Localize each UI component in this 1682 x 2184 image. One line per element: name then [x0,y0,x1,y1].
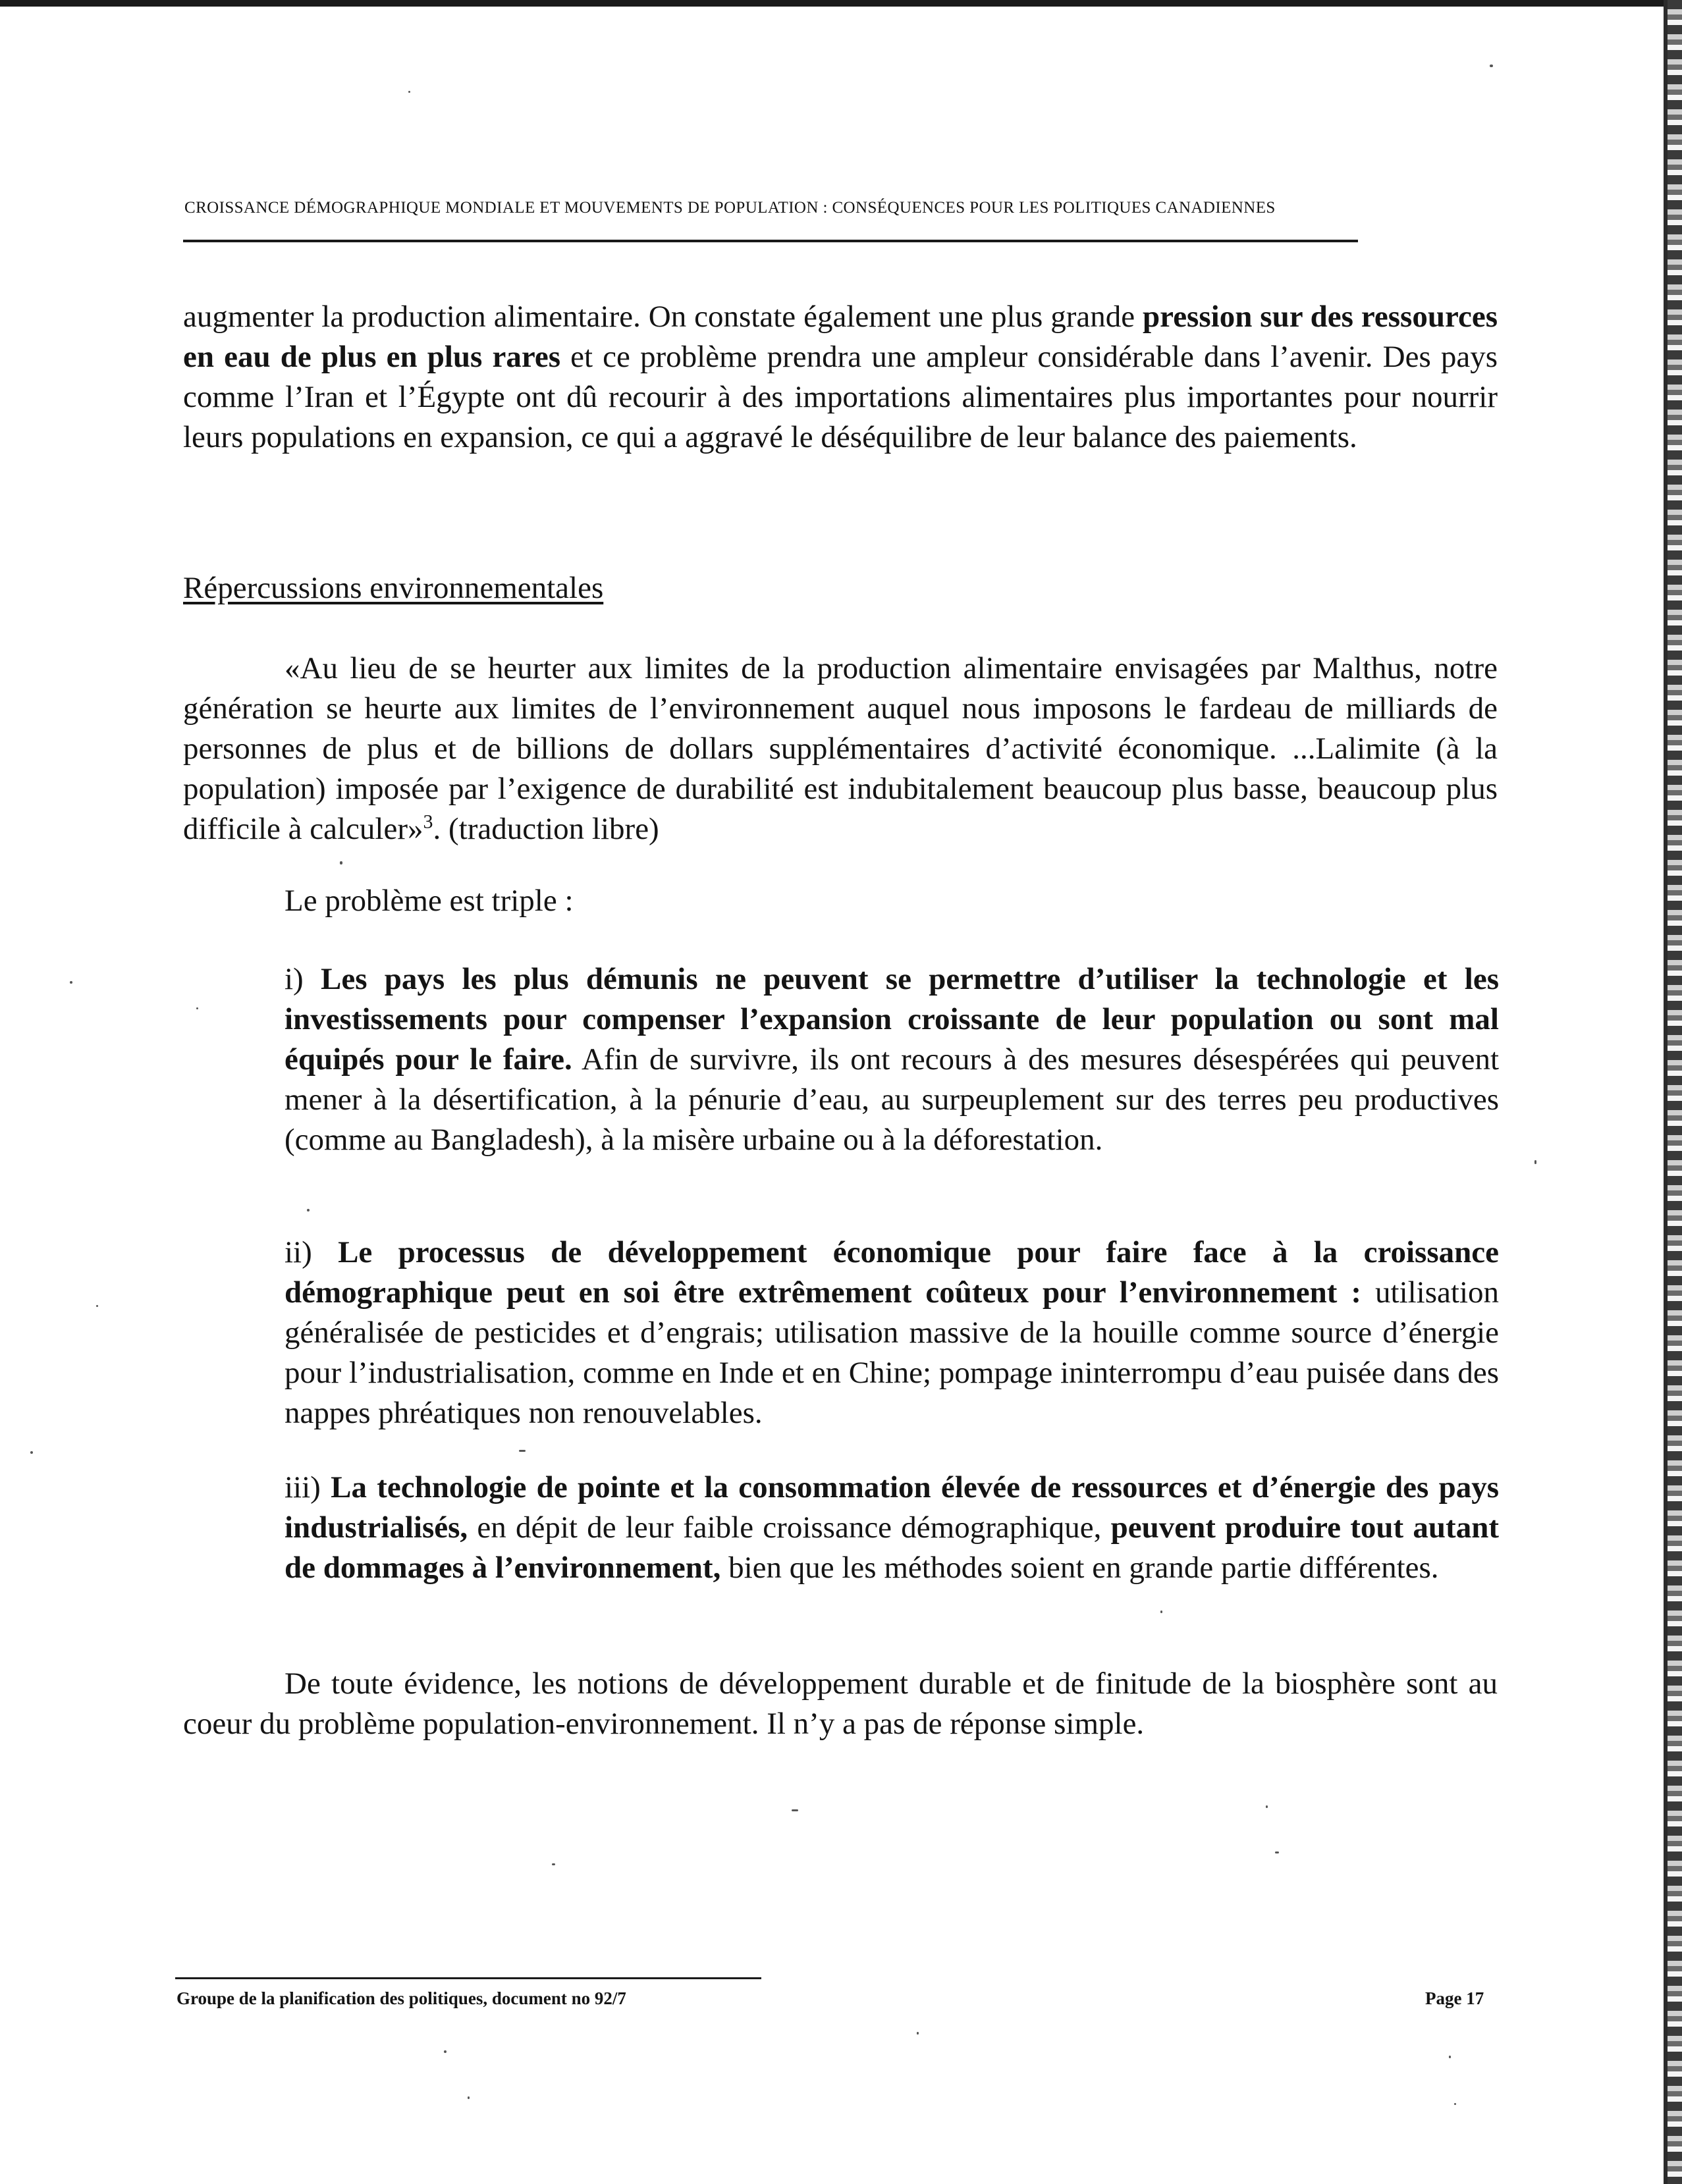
scan-speck [340,861,342,865]
point-iii-text-2: bien que les méthodes soient en grande partie différentes. [720,1551,1439,1585]
scan-speck [1454,2103,1456,2105]
scan-speck [70,981,72,984]
point-iii-bold-2: peuvent produire tout autant de dommages à l’environnement, [285,1510,1499,1585]
scan-right-edge [1668,0,1682,2184]
footnote-marker: 3 [423,811,433,833]
running-header: CROISSANCE DÉMOGRAPHIQUE MONDIALE ET MOUVEMENTS DE POPULATION : CONSÉQUENCES POUR LES POLITIQUES CANADIENNES [184,199,1276,217]
scan-speck [307,1209,310,1212]
footer-document-reference: Groupe de la planification des politiques, document no 92/7 [176,1988,626,2008]
point-ii-label: ii) [285,1235,339,1269]
section-heading: Répercussions environnementales [183,571,604,605]
point-ii [285,1233,1499,1433]
point-i-text: Afin de survivre, ils ont recours à des mesures désespérées qui peuvent mener à la désertification, à la pénurie d’eau, au surpeuplement sur des terres peu productives (comme au Bangladesh), à la misère urbaine ou à la déforestation. [285,1042,1500,1157]
point-iii-text-1: en dépit de leur faible croissance démographique, [468,1510,1111,1545]
scan-speck [1490,65,1493,67]
point-ii-text: utilisation généralisée de pesticides et d’engrais; utilisation massive de la houille comme source d’énergie pour l’industrialisation, comme en Inde et en Chine; pompage ininterrompu d’eau puisée dans des nappes phréatiques non renouvelables. [285,1275,1500,1430]
scan-speck [444,2050,447,2053]
scan-speck [96,1305,98,1307]
point-iii [285,1468,1499,1588]
scan-speck [30,1451,33,1454]
scan-speck [1266,1805,1268,1808]
scan-top-edge [0,0,1682,7]
conclusion-paragraph: De toute évidence, les notions de développement durable et de finitude de la biosphère sont au coeur du problème population-environnement. Il n’y a pas de réponse simple. [183,1666,1498,1741]
quote-after: . (traduction libre) [433,812,659,846]
point-iii-bold-1: La technologie de pointe et la consommation élevée de ressources et d’énergie des pays industrialisés, [285,1470,1500,1545]
point-i [285,959,1499,1160]
intro-text-1: augmenter la production alimentaire. On constate également une plus grande [183,300,1143,334]
point-i-bold: Les pays les plus démunis ne peuvent se permettre d’utiliser la technologie et les investissements pour compenser l’expansion croissante de leur population ou sont mal équipés pour le faire. [285,962,1499,1077]
scan-speck [519,1450,526,1452]
scan-speck [1275,1851,1279,1853]
scan-speck [792,1809,798,1811]
footer-page-number: Page 17 [1425,1988,1484,2008]
intro-paragraph [183,297,1498,458]
scan-speck [408,91,410,93]
scan-speck [1534,1160,1536,1164]
footer-rule [175,1977,761,1979]
scan-speck [917,2032,919,2035]
quote-paragraph [183,649,1498,849]
point-iii-label: iii) [285,1470,331,1505]
header-rule [183,240,1358,242]
intro-bold: pression sur des ressources en eau de plus en plus rares [183,300,1498,374]
point-i-label: i) [285,962,321,996]
scan-speck [552,1863,555,1865]
point-ii-bold: Le processus de développement économique pour faire face à la croissance démographique peut en soi être extrêmement coûteux pour l’environnement : [285,1235,1499,1310]
quote-text: «Au lieu de se heurter aux limites de la production alimentaire envisagées par Malthus, notre génération se heurte aux limites de l’environnement auquel nous imposons le fardeau de milliards de personnes de plus et de billions de dollars supplémentaires d’activité économique. ...Lalimite (à la population) imposée par l’exigence de durabilité est indubitalement beaucoup plus basse, beaucoup plus difficile à calculer» [183,651,1498,846]
scan-speck [468,2096,470,2099]
scan-speck [196,1007,198,1009]
intro-text-2: et ce problème prendra une ampleur considérable dans l’avenir. Des pays comme l’Iran et l’Égypte ont dû recourir à des importations alimentaires plus importantes pour nourrir leurs populations en expansion, ce qui a aggravé le déséquilibre de leur balance des paiements. [183,340,1498,454]
scan-speck [1160,1611,1162,1613]
scan-speck [1449,2056,1451,2058]
triple-intro: Le problème est triple : [285,884,574,918]
